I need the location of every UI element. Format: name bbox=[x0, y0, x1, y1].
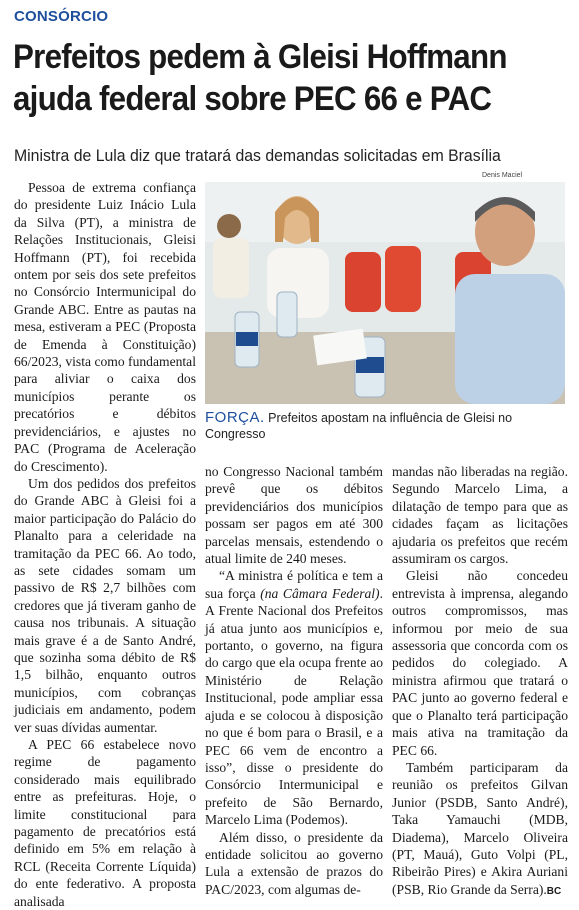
article-paragraph bbox=[205, 567, 383, 828]
article-paragraph: no Congresso Nacional também prevê que os débitos previdenciários dos municípios possam ser pagos em até 300 parcelas mensais, estendendo o atual limite de 240 meses. bbox=[205, 464, 383, 567]
article-paragraph: Pessoa de extrema confiança do presidente Luiz Inácio Lula da Silva (PT), a ministra de Relações Institucionais, Gleisi Hoffmann (PT), foi recebida ontem por seis dos sete prefeitos no Consórcio Intermunicipal do Grande ABC. Entre as pautas na mesa, estiveram a PEC (Proposta de Emenda à Constituição) 66/2023, vista como fundamental para aliviar o caixa dos municípios perante os precatórios e débitos previdenciários, e ajustes no PAC (Programa de Aceleração do Crescimento). bbox=[14, 180, 196, 474]
author-signature: BC bbox=[546, 885, 562, 897]
article-paragraph: Além disso, o presidente da entidade solicitou ao governo Lula a extensão de prazos do PAC/2023, com algumas de- bbox=[205, 829, 383, 897]
caption-text: Prefeitos apostam na influência de Gleisi no Congresso bbox=[205, 411, 513, 441]
article-column-2 bbox=[205, 463, 383, 898]
article-paragraph: mandas não liberadas na região. Segundo Marcelo Lima, a dilatação de tempo para que as cidades façam as licitações ajudaria os prefeitos que recém assumiram os cargos. bbox=[392, 464, 568, 567]
article-paragraph: Gleisi não concedeu entrevista à imprensa, alegando outros compromissos, mas informou por meio de sua assessoria que concorda com os pedidos do colegiado. A ministra afirmou que tratará o PAC junto ao governo federal e que o Planalto terá participação mais ativa na tramitação da PEC 66. bbox=[392, 568, 568, 758]
photo-credit: Denis Maciel bbox=[482, 172, 523, 179]
photo-illustration bbox=[205, 182, 565, 404]
quote-italic: (na Câmara Federal) bbox=[260, 585, 380, 601]
section-kicker: CONSÓRCIO bbox=[14, 8, 109, 25]
article-paragraph: Um dos pedidos dos prefeitos do Grande ABC à Gleisi foi a maior participação do Palácio do Planalto para a celeridade na tramitação da PEC 66. Ao todo, as sete cidades somam um passivo de R$ 2,7 bilhões com credores que já tiveram ganho de causa nos tribunais. A situação mais grave é a de Santo André, que sozinha soma débito de R$ 1,5 bilhão, enquanto outros municípios, com cobranças judiciais em andamento, podem ver suas dívidas aumentar. bbox=[14, 475, 196, 735]
article-column-1 bbox=[14, 179, 196, 910]
article-paragraph-part: A PEC 66 estabelece novo regime de pagamento considerado mais equilibrado entre as prefeituras. Hoje, o limite constitucional para pagamento de precatórios está definido em 5% em relação à RCL (Receita Corrente Líquida) do ente federativo. A proposta analisada bbox=[14, 737, 196, 909]
closing-paragraph: Também participaram da reunião os prefeitos Gilvan Junior (PSDB, Santo André), Taka Yamauchi (MDB, Diadema), Marcelo Oliveira (PT, Mauá), Guto Volpi (PL, Ribeirão Pires) e Akira Auriani (PSB, Rio Grande da Serra). bbox=[392, 759, 568, 897]
news-photo bbox=[205, 182, 565, 404]
caption-lead: FORÇA. bbox=[205, 409, 265, 426]
quote-end: . A Frente Nacional dos Prefeitos já atua junto aos municípios e, portanto, o governo, na figura do cargo que ela ocupa frente ao Ministério de Relação Institucional, pode ampliar essa ajuda e se colocou à disposição no que é bom para o Brasil, e a PEC 66 vem de encontro a isso”, disse o presidente do Consórcio Intermunicipal e prefeito de São Bernardo, Marcelo Lima (Podemos). bbox=[205, 585, 383, 828]
article-paragraph bbox=[392, 759, 568, 900]
subheadline: Ministra de Lula diz que tratará das demandas solicitadas em Brasília bbox=[14, 146, 501, 165]
quote-start: “A ministra é política e tem a sua força bbox=[205, 568, 383, 601]
photo-caption bbox=[205, 410, 570, 442]
headline: Prefeitos pedem à Gleisi Hoffmann ajuda federal sobre PEC 66 e PAC bbox=[13, 38, 507, 118]
article-column-3 bbox=[392, 463, 568, 900]
